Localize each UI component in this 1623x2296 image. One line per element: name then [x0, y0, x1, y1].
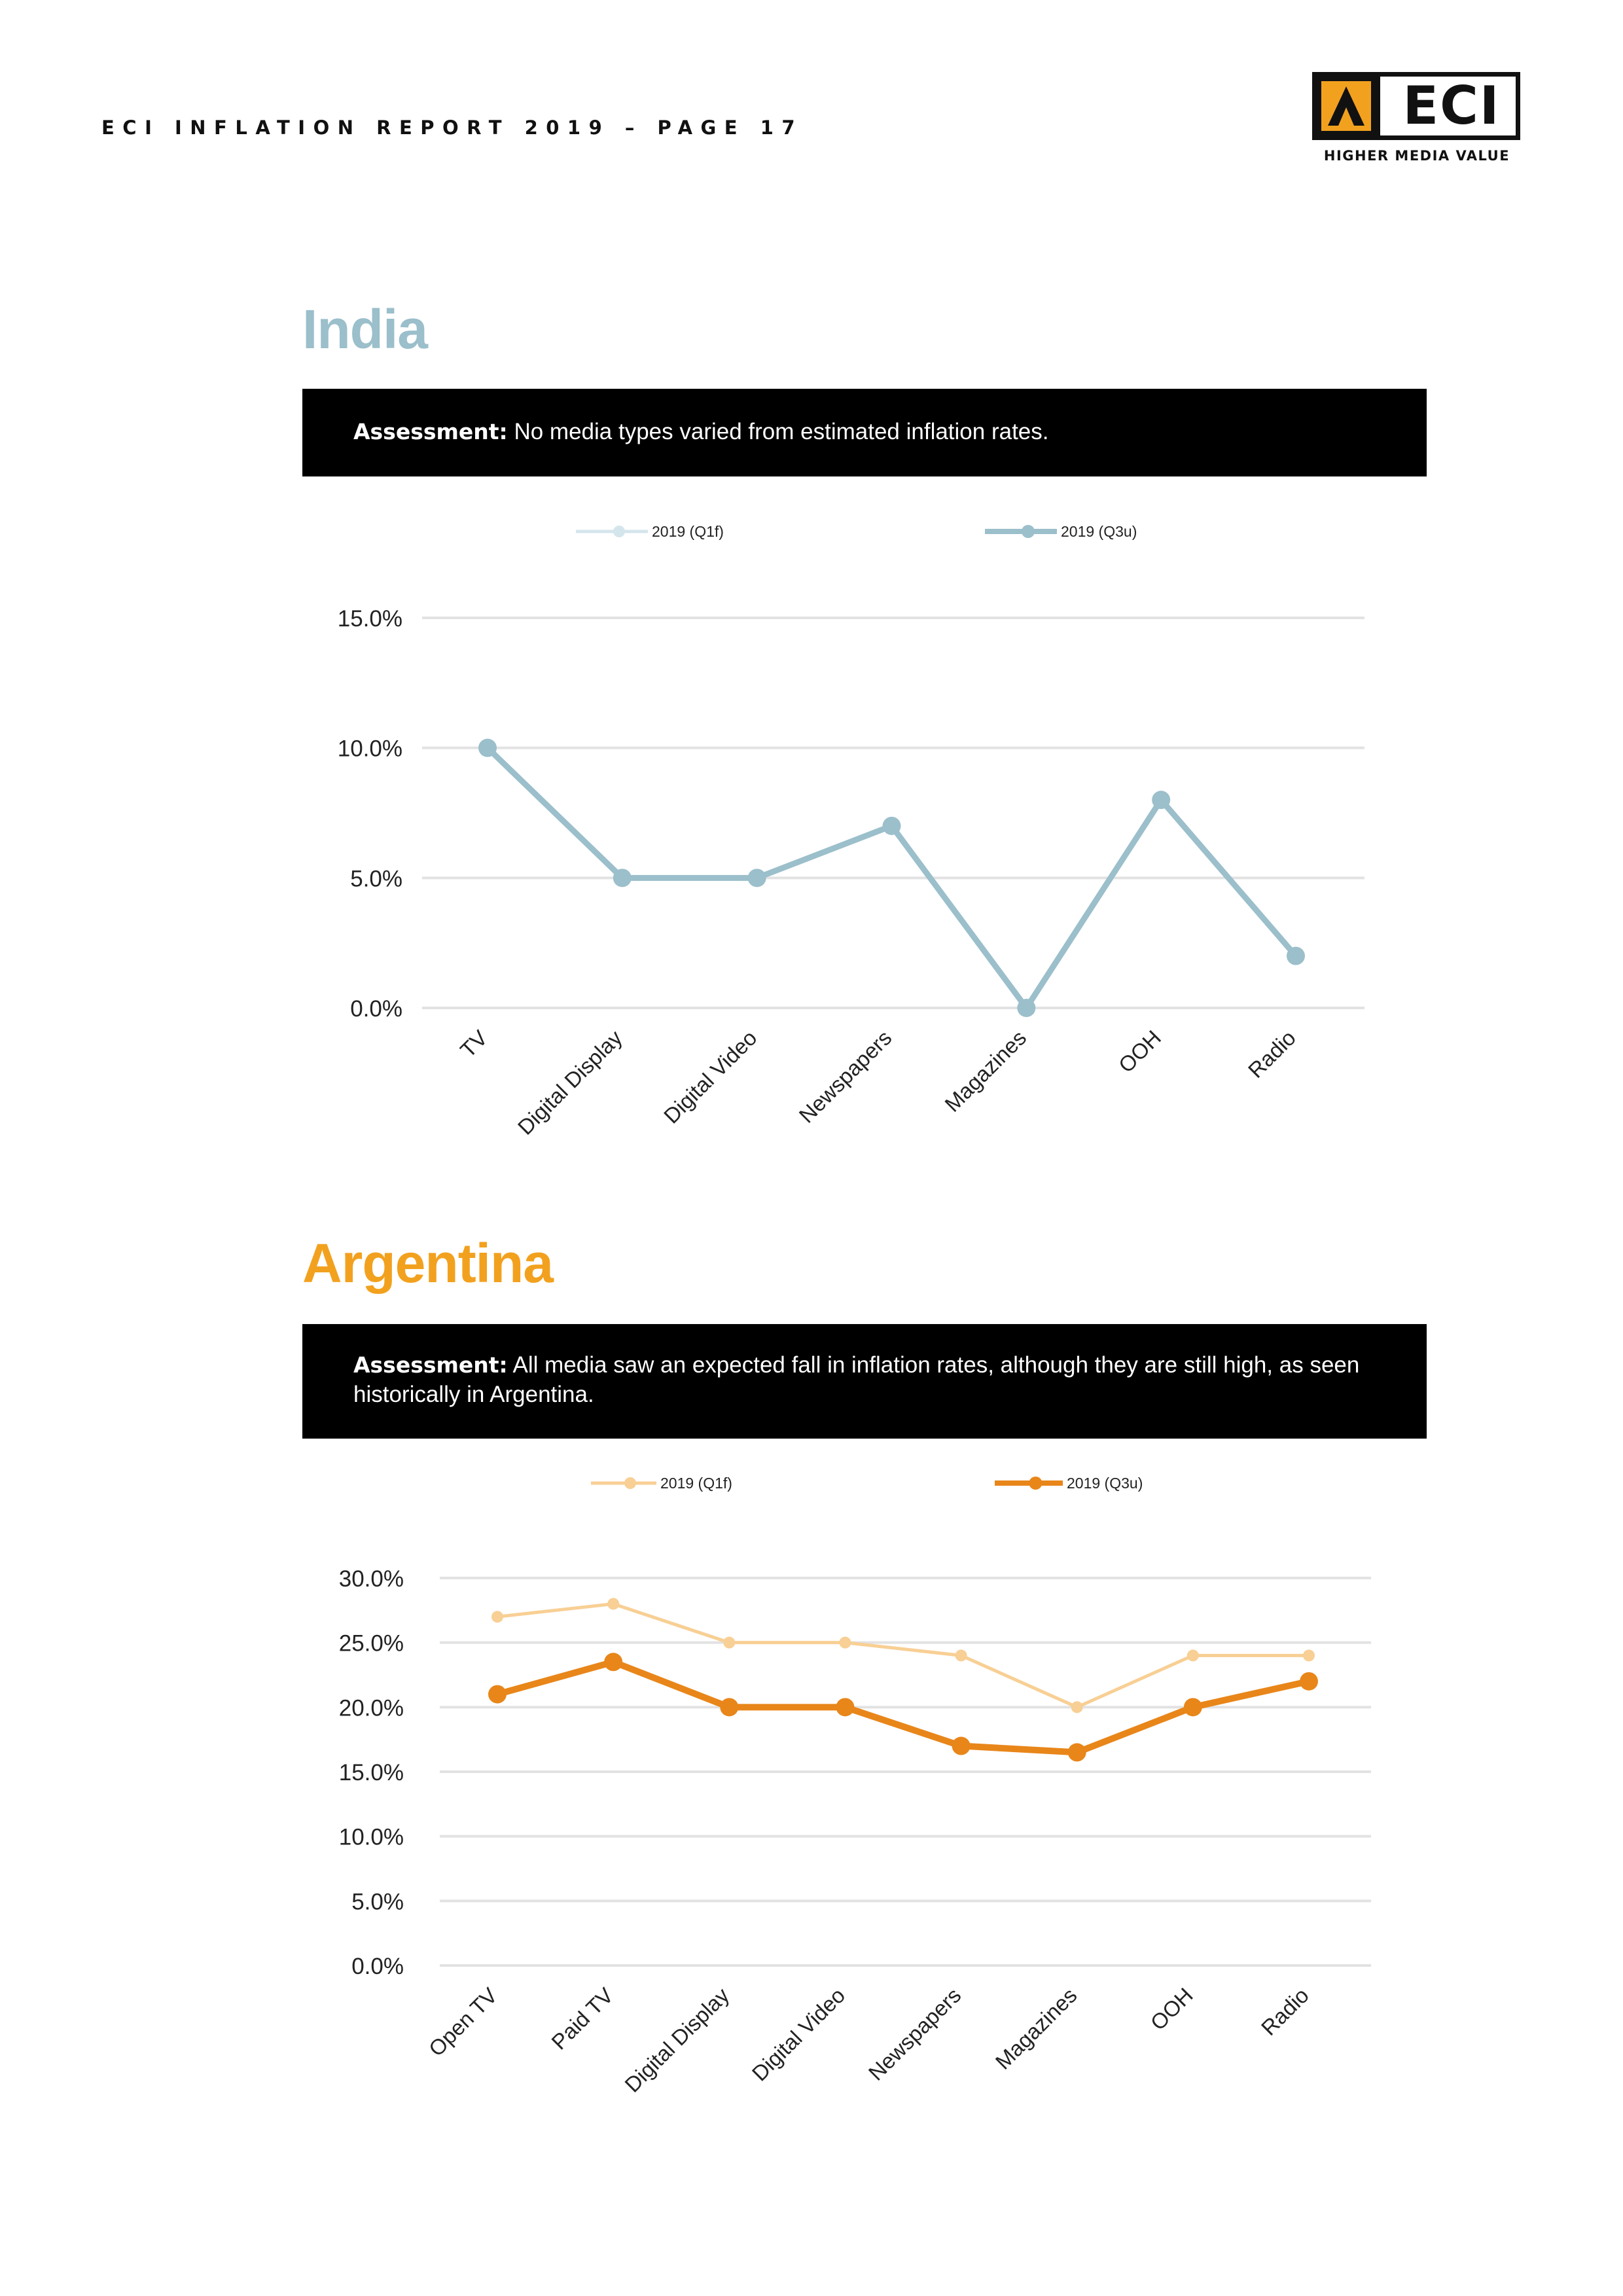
india-data-point — [748, 869, 766, 887]
india-x-tick-label: Radio — [1243, 1025, 1300, 1083]
argentina-line-chart — [0, 1460, 1623, 2166]
india-assessment-text: No media types varied from estimated inflation rates. — [514, 419, 1049, 444]
report-header-title: ECI INFLATION REPORT 2019 – PAGE 17 — [101, 117, 804, 139]
argentina-data-point — [952, 1737, 971, 1755]
india-x-tick-label: Newspapers — [794, 1025, 897, 1128]
argentina-data-point — [488, 1685, 507, 1704]
argentina-legend-marker — [624, 1477, 636, 1489]
argentina-y-tick-label: 25.0% — [338, 1630, 404, 1657]
argentina-y-tick-label: 5.0% — [351, 1889, 404, 1915]
india-x-tick-label: TV — [455, 1025, 492, 1062]
argentina-x-tick-label: Magazines — [990, 1982, 1082, 2074]
argentina-data-point — [491, 1611, 503, 1623]
india-x-tick-label: Digital Display — [512, 1025, 627, 1139]
argentina-data-point — [839, 1637, 851, 1649]
logo-letters: ECI — [1402, 75, 1501, 136]
argentina-legend-marker — [1029, 1477, 1042, 1490]
india-data-point — [613, 869, 632, 887]
argentina-data-point — [723, 1637, 735, 1649]
india-section-title: India — [302, 298, 428, 360]
argentina-assessment-label: Assessment: — [353, 1352, 508, 1378]
india-y-tick-label: 0.0% — [350, 996, 402, 1022]
argentina-data-point — [836, 1698, 854, 1716]
argentina-y-tick-label: 15.0% — [338, 1760, 404, 1785]
india-data-point — [1287, 947, 1305, 965]
argentina-x-tick-label: OOH — [1145, 1982, 1198, 2036]
argentina-section-title: Argentina — [302, 1232, 554, 1294]
argentina-data-point — [1184, 1698, 1202, 1716]
argentina-assessment-text: All media saw an expected fall in inflation rates, although they are still high, as seen historically in Argentina. — [353, 1352, 1360, 1407]
argentina-x-tick-label: Open TV — [423, 1982, 502, 2061]
india-legend-marker — [613, 526, 625, 537]
india-legend-label: 2019 (Q3u) — [1061, 523, 1137, 540]
argentina-data-point — [720, 1698, 738, 1716]
india-y-tick-label: 15.0% — [337, 606, 402, 632]
argentina-x-tick-label: Digital Display — [620, 1982, 734, 2097]
logo-mark-icon — [1312, 72, 1380, 140]
argentina-data-point — [1068, 1743, 1086, 1761]
argentina-legend-label: 2019 (Q3u) — [1067, 1475, 1143, 1492]
argentina-data-point — [1303, 1649, 1315, 1661]
india-y-tick-label: 5.0% — [350, 866, 402, 892]
india-data-point — [1017, 999, 1035, 1017]
eci-logo — [1312, 72, 1522, 170]
india-assessment-label: Assessment: — [353, 419, 508, 444]
logo-tagline: HIGHER MEDIA VALUE — [1323, 148, 1510, 164]
india-data-point — [883, 817, 901, 835]
argentina-x-tick-label: Digital Video — [747, 1982, 850, 2086]
india-assessment-box — [302, 389, 1427, 476]
india-data-point — [478, 739, 497, 757]
india-legend-label: 2019 (Q1f) — [652, 523, 724, 540]
argentina-legend-label: 2019 (Q1f) — [660, 1475, 732, 1492]
argentina-y-tick-label: 20.0% — [338, 1695, 404, 1721]
argentina-data-point — [1300, 1672, 1318, 1691]
argentina-x-tick-label: Newspapers — [863, 1982, 966, 2085]
india-x-tick-label: OOH — [1113, 1025, 1166, 1078]
argentina-assessment-box — [302, 1324, 1427, 1439]
argentina-x-tick-label: Paid TV — [546, 1982, 618, 2054]
argentina-y-tick-label: 0.0% — [351, 1954, 404, 1979]
argentina-data-point — [955, 1649, 967, 1661]
argentina-y-tick-label: 10.0% — [338, 1824, 404, 1850]
argentina-x-tick-label: Radio — [1256, 1982, 1313, 2040]
india-data-point — [1152, 791, 1170, 809]
india-legend-marker — [1022, 525, 1035, 538]
india-y-tick-label: 10.0% — [337, 736, 402, 762]
argentina-data-point — [607, 1598, 619, 1609]
argentina-data-point — [1187, 1649, 1199, 1661]
india-x-tick-label: Magazines — [940, 1025, 1031, 1117]
argentina-y-tick-label: 30.0% — [338, 1566, 404, 1592]
india-x-tick-label: Digital Video — [658, 1025, 762, 1128]
argentina-data-point — [604, 1653, 622, 1671]
india-line-chart — [0, 511, 1623, 1165]
argentina-data-point — [1071, 1701, 1083, 1713]
